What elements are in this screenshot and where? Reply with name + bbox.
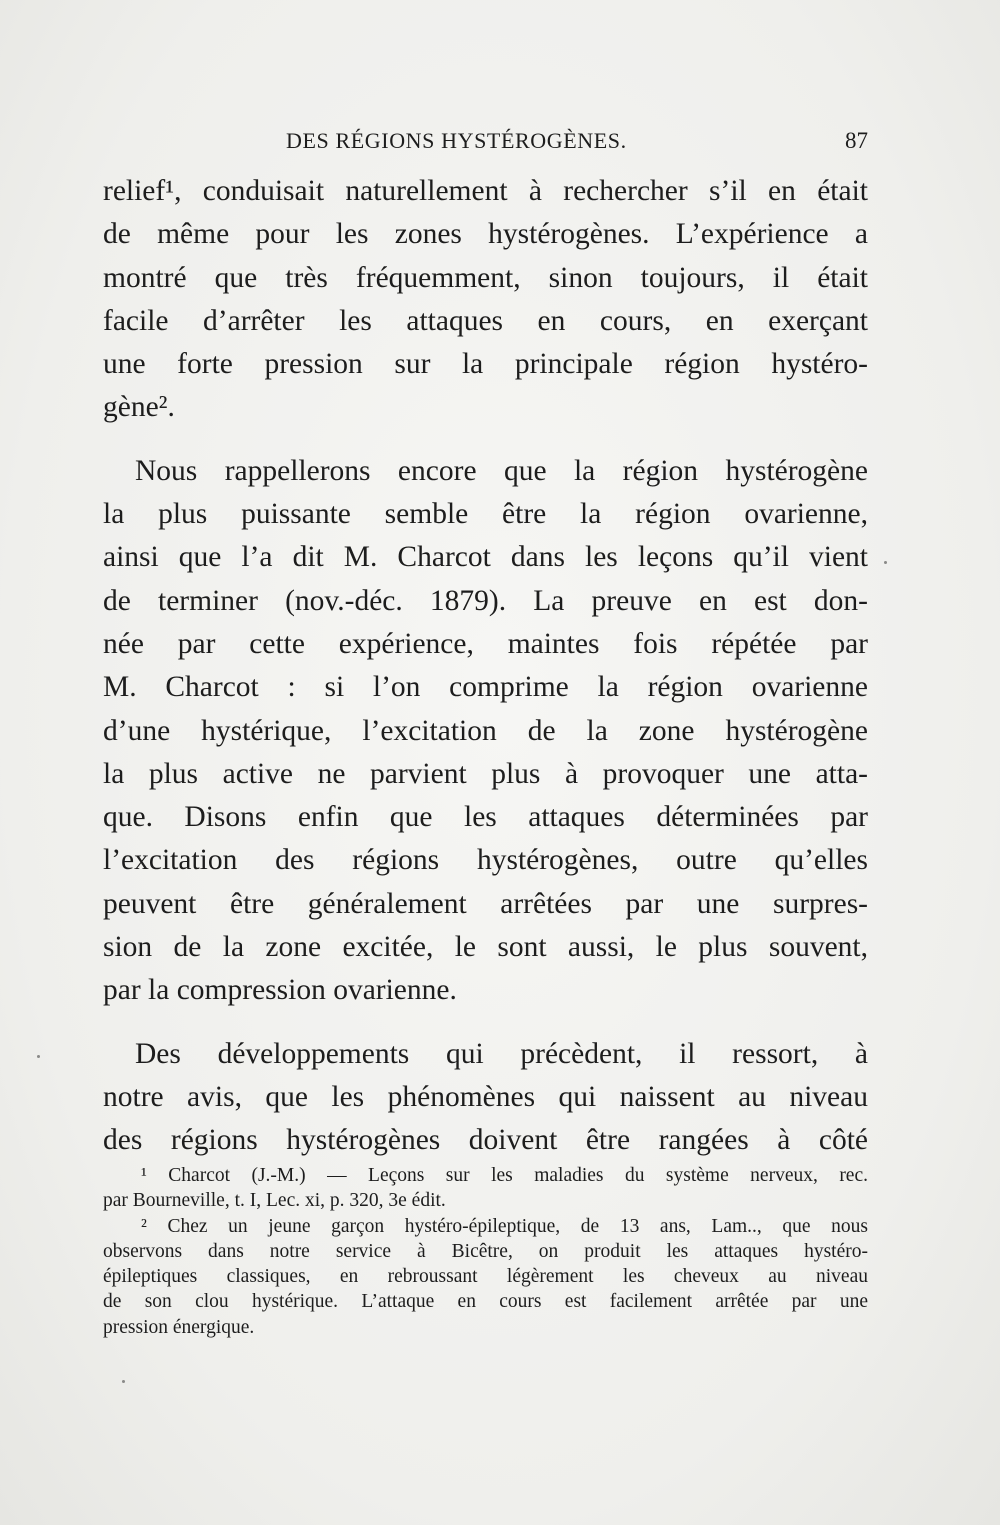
running-title: DES RÉGIONS HYSTÉROGÈNES.	[286, 128, 627, 153]
text-line: Des développements qui précèdent, il ressort, à	[135, 1037, 868, 1070]
text-line: Nous rappellerons encore que la région hystérogène	[135, 454, 868, 487]
footnote-line: ¹ Charcot (J.-M.) — Leçons sur les maladies du système nerveux, rec.	[141, 1165, 868, 1186]
text-line: d’une hystérique, l’excitation de la zone hystérogène	[103, 714, 868, 747]
text-line: ainsi que l’a dit M. Charcot dans les leçons qu’il vient	[103, 541, 868, 574]
text-line: facile d’arrêter les attaques en cours, en exerçant	[103, 304, 868, 337]
text-line: que. Disons enfin que les attaques déterminées par	[103, 801, 868, 834]
footnote-line: épileptiques classiques, en rebroussant légèrement les cheveux au niveau	[103, 1266, 868, 1288]
text-line: sion de la zone excitée, le sont aussi, le plus souvent,	[103, 931, 868, 964]
footnotes	[103, 1163, 868, 1340]
text-line: la plus puissante semble être la région ovarienne,	[103, 498, 868, 531]
paper-speck	[122, 1380, 125, 1383]
text-line: par la compression ovarienne.	[103, 974, 457, 1007]
paragraph-gap	[103, 1013, 868, 1033]
text-line: la plus active ne parvient plus à provoquer une atta-	[103, 757, 868, 790]
page-number: 87	[845, 128, 868, 153]
paragraph-gap	[103, 430, 868, 450]
body-text	[103, 170, 868, 1163]
text-line: montré que très fréquemment, sinon toujours, il était	[103, 261, 868, 294]
text-line: notre avis, que les phénomènes qui naissent au niveau	[103, 1080, 868, 1113]
footnote-line: observons dans notre service à Bicêtre, on produit les attaques hystéro-	[103, 1240, 868, 1262]
text-line: une forte pression sur la principale région hystéro-	[103, 348, 868, 381]
text-line: de terminer (nov.-déc. 1879). La preuve en est don-	[103, 584, 868, 617]
text-line: des régions hystérogènes doivent être rangées à côté	[103, 1124, 868, 1157]
paper-speck	[884, 561, 887, 564]
paper-speck	[37, 1055, 40, 1058]
footnote-line: pression énergique.	[103, 1316, 255, 1338]
text-line: M. Charcot : si l’on comprime la région ovarienne	[103, 671, 868, 704]
text-line: gène².	[103, 391, 175, 424]
running-head	[103, 128, 868, 162]
footnote-line: par Bourneville, t. I, Lec. xi, p. 320, 3e édit.	[103, 1190, 446, 1212]
footnote-line: ² Chez un jeune garçon hystéro-épileptique, de 13 ans, Lam.., que nous	[141, 1215, 868, 1237]
text-line: de même pour les zones hystérogènes. L’expérience a	[103, 218, 868, 251]
footnote-line: de son clou hystérique. L’attaque en cours est facilement arrêtée par une	[103, 1291, 868, 1313]
text-line: peuvent être généralement arrêtées par une surpres-	[103, 887, 868, 920]
text-line: relief¹, conduisait naturellement à rechercher s’il en était	[103, 175, 868, 207]
text-line: née par cette expérience, maintes fois répétée par	[103, 627, 868, 660]
text-line: l’excitation des régions hystérogènes, outre qu’elles	[103, 844, 868, 877]
